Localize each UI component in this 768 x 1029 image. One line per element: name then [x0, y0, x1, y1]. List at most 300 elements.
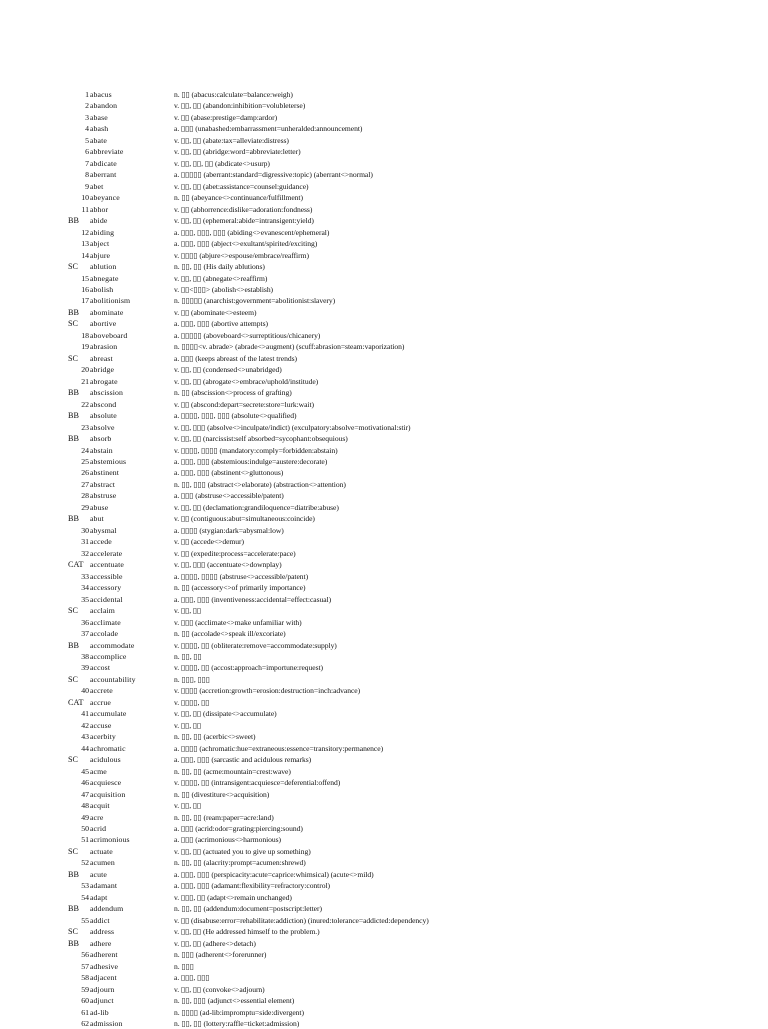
entry-word: abeyance [90, 193, 120, 203]
entry-number: 50 [81, 824, 89, 833]
vocabulary-entry [0, 961, 768, 972]
entry-definition: v. ▯▯▯ (acclimate<>make unfamiliar with) [174, 617, 302, 627]
entry-word: abstract [90, 479, 116, 489]
vocabulary-entry [0, 353, 768, 364]
entry-number: 37 [81, 629, 89, 639]
entry-definition: n. ▯▯▯▯ (ad-lib:impromptu=side:divergent) [174, 1007, 304, 1017]
vocabulary-entry [0, 754, 768, 765]
entry-number: 10 [81, 193, 89, 203]
entry-word: abstain [90, 445, 113, 455]
vocabulary-entry [0, 834, 768, 845]
entry-definition: v. ▯▯, ▯▯ (actuated you to give up something) [174, 846, 311, 856]
entry-number: 16 [81, 284, 89, 294]
vocabulary-entry [0, 273, 768, 284]
entry-definition: v. ▯▯, ▯▯ (abnegate<>reaffirm) [174, 273, 268, 283]
entry-definition: a. ▯▯▯, ▯▯▯ (adamant:flexibility=refractory:control) [174, 881, 331, 891]
entry-number: 32 [81, 548, 89, 558]
entry-number: 7 [85, 158, 89, 168]
entry-tag: BB [68, 411, 79, 421]
entry-word: abstemious [90, 457, 127, 466]
entry-definition: v. ▯▯, ▯▯ (dissipate<>accumulate) [174, 709, 277, 719]
entry-definition: v. ▯▯ (accede<>demur) [174, 537, 244, 547]
vocabulary-entry [0, 743, 768, 754]
entry-tag: BB [68, 640, 79, 650]
vocabulary-entry [0, 341, 768, 352]
entry-word: acclimate [90, 617, 121, 627]
entry-word: addict [90, 915, 110, 925]
entry-definition: a. ▯▯▯, ▯▯▯ (abstinent<>gluttonous) [174, 468, 284, 478]
vocabulary-entry [0, 685, 768, 696]
entry-definition: v. ▯▯, ▯▯ (abridge:word=abbreviate:letter) [174, 147, 301, 157]
vocabulary-entry [0, 708, 768, 719]
vocabulary-entry [0, 662, 768, 673]
entry-tag: BB [68, 904, 79, 914]
entry-definition: n. ▯▯▯, ▯▯▯ [174, 674, 210, 684]
entry-tag: BB [68, 216, 79, 226]
entry-word: accomplice [90, 651, 127, 661]
entry-word: admission [90, 1018, 123, 1028]
vocabulary-entry [0, 169, 768, 180]
vocabulary-entry [0, 318, 768, 329]
vocabulary-entry [0, 204, 768, 215]
entry-number: 52 [81, 858, 89, 868]
entry-tag: SC [68, 755, 79, 765]
vocabulary-entry [0, 376, 768, 387]
entry-word: abdicate [90, 158, 117, 168]
vocabulary-entry [0, 938, 768, 949]
entry-number: 1 [85, 90, 89, 99]
vocabulary-entry [0, 594, 768, 605]
entry-definition: v. ▯▯▯▯, ▯▯ (accost:approach=importune:request) [174, 663, 324, 673]
vocabulary-entry [0, 215, 768, 226]
entry-word: adhesive [90, 961, 119, 971]
entry-definition: v. ▯▯, ▯▯ (abrogate<>embrace/uphold/institude) [174, 376, 319, 386]
entry-definition: v. ▯▯, ▯▯ (narcissist:self absorbed=sycophant:obsequious) [174, 434, 348, 444]
entry-definition: n. ▯▯ (abscission<>process of grafting) [174, 388, 292, 398]
entry-definition: v. ▯▯, ▯▯▯ (accentuate<>downplay) [174, 560, 282, 570]
vocabulary-entry [0, 869, 768, 880]
entry-word: accentuate [90, 560, 124, 570]
entry-definition: n. ▯▯ (accolade<>speak ill/excoriate) [174, 629, 286, 639]
entry-definition: v. ▯▯, ▯▯ [174, 720, 202, 730]
entry-definition: n. ▯▯▯ [174, 961, 194, 971]
vocabulary-entry [0, 295, 768, 306]
vocabulary-entry [0, 261, 768, 272]
entry-definition: a. ▯▯▯, ▯▯▯ (abortive attempts) [174, 319, 268, 329]
entry-word: accidental [90, 594, 123, 604]
entry-word: ablution [90, 262, 117, 272]
entry-word: accessory [90, 583, 122, 593]
entry-definition: n. ▯▯, ▯▯▯ (adjunct<>essential element) [174, 996, 295, 1006]
vocabulary-entry [0, 525, 768, 536]
vocabulary-entry [0, 1018, 768, 1029]
entry-number: 55 [81, 915, 89, 925]
entry-number: 60 [81, 996, 89, 1006]
entry-word: absorb [90, 434, 112, 444]
entry-definition: v. ▯▯▯, ▯▯ (adapt<>remain unchanged) [174, 892, 292, 902]
vocabulary-entry [0, 857, 768, 868]
entry-tag: BB [68, 514, 79, 524]
entry-word: accost [90, 663, 111, 673]
vocabulary-entry [0, 789, 768, 800]
entry-number: 58 [81, 973, 89, 983]
vocabulary-entry [0, 731, 768, 742]
entry-number: 31 [81, 537, 89, 547]
entry-definition: v. ▯▯▯▯, ▯▯ [174, 697, 210, 707]
entry-word: acidulous [90, 755, 121, 765]
vocabulary-entry [0, 490, 768, 501]
entry-word: abstruse [90, 491, 117, 501]
vocabulary-entry [0, 89, 768, 100]
vocabulary-entry [0, 949, 768, 960]
vocabulary-entry [0, 238, 768, 249]
entry-number: 41 [81, 709, 89, 719]
entry-word: adapt [90, 892, 108, 902]
entry-definition: v. ▯▯ (expedite:process=accelerate:pace) [174, 548, 296, 558]
entry-word: abolitionism [90, 296, 131, 306]
entry-definition: a. ▯▯▯ (abstruse<>accessible/patent) [174, 491, 284, 501]
entry-word: abet [90, 181, 104, 191]
entry-number: 29 [81, 502, 89, 512]
vocabulary-entry [0, 364, 768, 375]
vocabulary-entry [0, 192, 768, 203]
vocabulary-entry [0, 399, 768, 410]
entry-word: abstinent [90, 468, 120, 478]
vocabulary-entry [0, 892, 768, 903]
entry-number: 20 [81, 365, 89, 375]
vocabulary-entry [0, 227, 768, 238]
entry-word: acute [90, 869, 107, 879]
entry-number: 3 [85, 112, 89, 122]
entry-definition: v. ▯▯▯▯, ▯▯▯▯ (mandatory:comply=forbidden:abstain) [174, 445, 338, 455]
entry-word: achromatic [90, 743, 126, 753]
entry-number: 15 [81, 273, 89, 283]
entry-definition: a. ▯▯▯▯ (achromatic:hue=extraneous:essence=transitory:permanence) [174, 743, 384, 753]
entry-definition: v. ▯▯ (contiguous:abut=simultaneous:coincide) [174, 514, 315, 524]
entry-number: 36 [81, 617, 89, 627]
vocabulary-entry [0, 433, 768, 444]
entry-definition: n. ▯▯, ▯▯ (lottery:raffle=ticket:admission) [174, 1018, 300, 1028]
vocabulary-entry [0, 605, 768, 616]
entry-number: 62 [81, 1018, 89, 1028]
entry-definition: n. ▯▯, ▯▯ (addendum:document=postscript:letter) [174, 904, 322, 914]
entry-definition: n. ▯▯, ▯▯ (acme:mountain=crest:wave) [174, 766, 291, 776]
entry-tag: SC [68, 927, 79, 937]
vocabulary-entry [0, 903, 768, 914]
entry-number: 8 [85, 170, 89, 180]
entry-number: 21 [81, 376, 89, 386]
entry-number: 44 [81, 743, 89, 753]
vocabulary-entry [0, 984, 768, 995]
vocabulary-entry [0, 628, 768, 639]
entry-word: ad-lib [90, 1007, 109, 1017]
entry-word: accumulate [90, 709, 127, 719]
entry-definition: a. ▯▯▯, ▯▯▯, ▯▯▯ (abiding<>evanescent/ephemeral) [174, 227, 330, 237]
vocabulary-entry [0, 766, 768, 777]
entry-number: 13 [81, 239, 89, 249]
entry-number: 30 [81, 525, 89, 535]
entry-number: 23 [81, 422, 89, 432]
vocabulary-entry [0, 674, 768, 685]
entry-definition: n. ▯▯▯▯<v. abrade> (abrade<>augment) (scuff:abrasion=steam:vaporization) [174, 342, 405, 352]
vocabulary-entry [0, 812, 768, 823]
entry-word: accrete [90, 686, 113, 696]
entry-definition: n. ▯▯, ▯▯ (His daily ablutions) [174, 262, 265, 272]
entry-definition: a. ▯▯▯▯ (stygian:dark=abysmal:low) [174, 525, 284, 535]
vocabulary-entry [0, 112, 768, 123]
entry-word: absolute [90, 411, 117, 421]
entry-number: 59 [81, 984, 89, 994]
entry-number: 11 [81, 204, 89, 214]
entry-word: acquiesce [90, 778, 122, 788]
entry-definition: a. ▯▯▯, ▯▯▯ (inventiveness:accidental=effect:casual) [174, 594, 332, 604]
entry-number: 39 [81, 663, 89, 673]
entry-definition: v. ▯▯ (abominate<>esteem) [174, 307, 257, 317]
entry-tag: CAT [68, 697, 84, 707]
entry-tag: SC [68, 262, 79, 272]
entry-definition: v. ▯▯ (abhorrence:dislike=adoration:fondness) [174, 204, 313, 214]
entry-definition: v. ▯▯, ▯▯ (adhere<>detach) [174, 938, 256, 948]
entry-word: adjunct [90, 996, 114, 1006]
entry-word: acclaim [90, 606, 115, 616]
vocabulary-entry [0, 651, 768, 662]
entry-number: 48 [81, 801, 89, 811]
entry-word: abut [90, 514, 104, 524]
entry-word: abash [90, 124, 109, 134]
vocabulary-entry [0, 571, 768, 582]
entry-definition: v. ▯▯, ▯▯ (abate:tax=alleviate:distress) [174, 135, 289, 145]
entry-word: addendum [90, 904, 124, 914]
entry-definition: v. ▯▯ (disabuse:error=rehabilitate:addiction) (inured:tolerance=addicted:dependency) [174, 915, 429, 925]
entry-tag: SC [68, 353, 79, 363]
entry-number: 28 [81, 491, 89, 501]
entry-word: accuse [90, 720, 112, 730]
vocabulary-entry [0, 800, 768, 811]
entry-number: 26 [81, 468, 89, 478]
entry-definition: v. ▯▯<▯▯▯> (abolish<>establish) [174, 284, 274, 294]
vocabulary-entry [0, 536, 768, 547]
vocabulary-entry [0, 880, 768, 891]
vocabulary-entry [0, 559, 768, 570]
entry-tag: BB [68, 938, 79, 948]
entry-definition: n. ▯▯, ▯▯ (acerbic<>sweet) [174, 732, 256, 742]
entry-word: abject [90, 239, 110, 249]
entry-word: accolade [90, 629, 119, 639]
entry-number: 54 [81, 892, 89, 902]
entry-number: 61 [81, 1007, 89, 1017]
entry-word: adamant [90, 881, 118, 891]
entry-word: abreast [90, 353, 113, 363]
entry-definition: a. ▯▯▯▯▯ (aberrant:standard=digressive:topic) (aberrant<>normal) [174, 170, 373, 180]
entry-word: accountability [90, 674, 136, 684]
entry-number: 6 [85, 147, 89, 157]
entry-definition: v. ▯▯, ▯▯ (abet:assistance=counsel:guidance) [174, 181, 309, 191]
entry-number: 46 [81, 778, 89, 788]
entry-number: 24 [81, 445, 89, 455]
vocabulary-entry [0, 697, 768, 708]
vocabulary-entry [0, 502, 768, 513]
entry-definition: v. ▯▯, ▯▯ [174, 801, 202, 811]
entry-word: acquit [90, 801, 110, 811]
entry-word: abjure [90, 250, 111, 260]
entry-word: accelerate [90, 548, 123, 558]
entry-word: accede [90, 537, 112, 547]
entry-number: 19 [81, 342, 89, 352]
entry-number: 2 [85, 101, 89, 111]
vocabulary-entry [0, 330, 768, 341]
entry-number: 5 [85, 135, 89, 145]
entry-definition: v. ▯▯ (abase:prestige=damp:ardor) [174, 112, 278, 122]
entry-number: 27 [81, 479, 89, 489]
entry-word: acerbity [90, 732, 116, 742]
entry-definition: v. ▯▯, ▯▯▯ (absolve<>inculpate/indict) (exculpatory:absolve=motivational:stir) [174, 422, 411, 432]
entry-tag: BB [68, 307, 79, 317]
entry-definition: v. ▯▯▯▯ (abjure<>espouse/embrace/reaffirm) [174, 250, 309, 260]
entry-word: abiding [90, 227, 115, 237]
entry-number: 12 [81, 227, 89, 237]
entry-definition: v. ▯▯ (abscond:depart=secrete:store=lurk:wait) [174, 399, 315, 409]
vocabulary-entry [0, 640, 768, 651]
entry-word: adjourn [90, 984, 115, 994]
entry-number: 38 [81, 651, 89, 661]
entry-word: adherent [90, 950, 118, 960]
entry-word: abscission [90, 388, 124, 398]
entry-definition: v. ▯▯, ▯▯ (declamation:grandiloquence=diatribe:abuse) [174, 502, 339, 512]
vocabulary-entry [0, 100, 768, 111]
entry-definition: a. ▯▯▯, ▯▯▯ (sarcastic and acidulous remarks) [174, 755, 312, 765]
entry-tag: SC [68, 606, 79, 616]
entry-number: 56 [81, 950, 89, 960]
vocabulary-entry [0, 422, 768, 433]
entry-definition: a. ▯▯▯ (keeps abreast of the latest trends) [174, 353, 297, 363]
entry-definition: v. ▯▯▯▯ (accretion:growth=erosion:destruction=inch:advance) [174, 686, 361, 696]
vocabulary-entry [0, 387, 768, 398]
entry-definition: n. ▯▯▯ (adherent<>forerunner) [174, 950, 267, 960]
entry-definition: a. ▯▯▯ (unabashed:embarrassment=unheralded:announcement) [174, 124, 363, 134]
entry-word: absolve [90, 422, 115, 432]
entry-word: aberrant [90, 170, 117, 180]
vocabulary-entry [0, 479, 768, 490]
entry-tag: SC [68, 674, 79, 684]
vocabulary-entry [0, 617, 768, 628]
entry-number: 18 [81, 330, 89, 340]
entry-word: abrasion [90, 342, 118, 352]
entry-definition: v. ▯▯, ▯▯, ▯▯ (abdicate<>usurp) [174, 158, 270, 168]
entry-number: 33 [81, 571, 89, 581]
vocabulary-entry [0, 720, 768, 731]
vocabulary-entry [0, 135, 768, 146]
entry-number: 40 [81, 686, 89, 696]
entry-number: 51 [81, 835, 89, 845]
entry-definition: v. ▯▯▯▯, ▯▯ (intransigent:acquiesce=deferential:offend) [174, 778, 341, 788]
entry-tag: SC [68, 319, 79, 329]
vocabulary-entry [0, 307, 768, 318]
entry-word: abate [90, 135, 107, 145]
entry-word: abysmal [90, 525, 117, 535]
entry-number: 35 [81, 594, 89, 604]
vocabulary-entry [0, 846, 768, 857]
entry-word: abandon [90, 101, 118, 111]
vocabulary-entry [0, 972, 768, 983]
entry-word: abridge [90, 365, 115, 375]
entry-number: 43 [81, 732, 89, 742]
entry-definition: a. ▯▯▯, ▯▯▯ (perspicacity:acute=caprice:whimsical) (acute<>mild) [174, 869, 374, 879]
entry-word: abominate [90, 307, 124, 317]
entry-word: adhere [90, 938, 112, 948]
entry-definition: a. ▯▯▯▯, ▯▯▯, ▯▯▯ (absolute<>qualified) [174, 411, 297, 421]
vocabulary-entry [0, 123, 768, 134]
entry-word: abhor [90, 204, 109, 214]
entry-word: accrue [90, 697, 111, 707]
vocabulary-entry [0, 777, 768, 788]
entry-definition: a. ▯▯▯, ▯▯▯ (abstemious:indulge=austere:decorate) [174, 457, 328, 466]
vocabulary-entry [0, 445, 768, 456]
vocabulary-list [0, 89, 768, 1029]
entry-definition: a. ▯▯▯▯, ▯▯▯▯ (abstruse<>accessible/patent) [174, 571, 309, 581]
vocabulary-entry [0, 1007, 768, 1018]
vocabulary-entry [0, 284, 768, 295]
entry-tag: BB [68, 388, 79, 398]
entry-definition: v. ▯▯▯▯, ▯▯ (obliterate:remove=accommodate:supply) [174, 640, 337, 650]
entry-word: abolish [90, 284, 114, 294]
entry-word: acrimonious [90, 835, 130, 845]
entry-tag: BB [68, 434, 79, 444]
entry-definition: v. ▯▯, ▯▯ (ephemeral:abide=intransigent:yield) [174, 216, 314, 226]
vocabulary-entry [0, 995, 768, 1006]
vocabulary-entry [0, 926, 768, 937]
vocabulary-entry [0, 823, 768, 834]
entry-number: 9 [85, 181, 89, 191]
entry-word: abrogate [90, 376, 118, 386]
entry-word: abase [90, 112, 108, 122]
entry-word: abacus [90, 90, 112, 99]
entry-number: 57 [81, 961, 89, 971]
entry-number: 53 [81, 881, 89, 891]
entry-definition: n. ▯▯▯▯▯ (anarchist:government=abolitionist:slavery) [174, 296, 336, 306]
entry-word: abuse [90, 502, 109, 512]
entry-word: acquisition [90, 789, 126, 799]
entry-definition: v. ▯▯, ▯▯ [174, 606, 202, 616]
entry-word: accessible [90, 571, 123, 581]
vocabulary-entry [0, 158, 768, 169]
vocabulary-entry [0, 146, 768, 157]
entry-definition: n. ▯▯ (abacus:calculate=balance:weigh) [174, 90, 293, 99]
entry-word: acre [90, 812, 104, 822]
entry-definition: a. ▯▯▯ (acrid:odor=grating:piercing:sound) [174, 824, 303, 833]
entry-number: 14 [81, 250, 89, 260]
entry-word: abscond [90, 399, 117, 409]
vocabulary-entry [0, 181, 768, 192]
entry-definition: a. ▯▯▯, ▯▯▯ [174, 973, 210, 983]
entry-word: acme [90, 766, 107, 776]
entry-tag: BB [68, 869, 79, 879]
entry-word: adjacent [90, 973, 117, 983]
entry-word: aboveboard [90, 330, 128, 340]
entry-definition: n. ▯▯, ▯▯▯ (abstract<>elaborate) (abstraction<>attention) [174, 479, 346, 489]
entry-definition: v. ▯▯, ▯▯ (convoke<>adjourn) [174, 984, 265, 994]
entry-definition: n. ▯▯, ▯▯ (alacrity:prompt=acumen:shrewd) [174, 858, 306, 868]
entry-word: accommodate [90, 640, 135, 650]
entry-definition: n. ▯▯ (abeyance<>continuance/fulfillment) [174, 193, 303, 203]
entry-number: 22 [81, 399, 89, 409]
vocabulary-entry [0, 467, 768, 478]
entry-number: 47 [81, 789, 89, 799]
entry-number: 42 [81, 720, 89, 730]
entry-number: 17 [81, 296, 89, 306]
entry-definition: v. ▯▯, ▯▯ (He addressed himself to the problem.) [174, 927, 320, 937]
entry-word: abnegate [90, 273, 119, 283]
vocabulary-entry [0, 456, 768, 467]
